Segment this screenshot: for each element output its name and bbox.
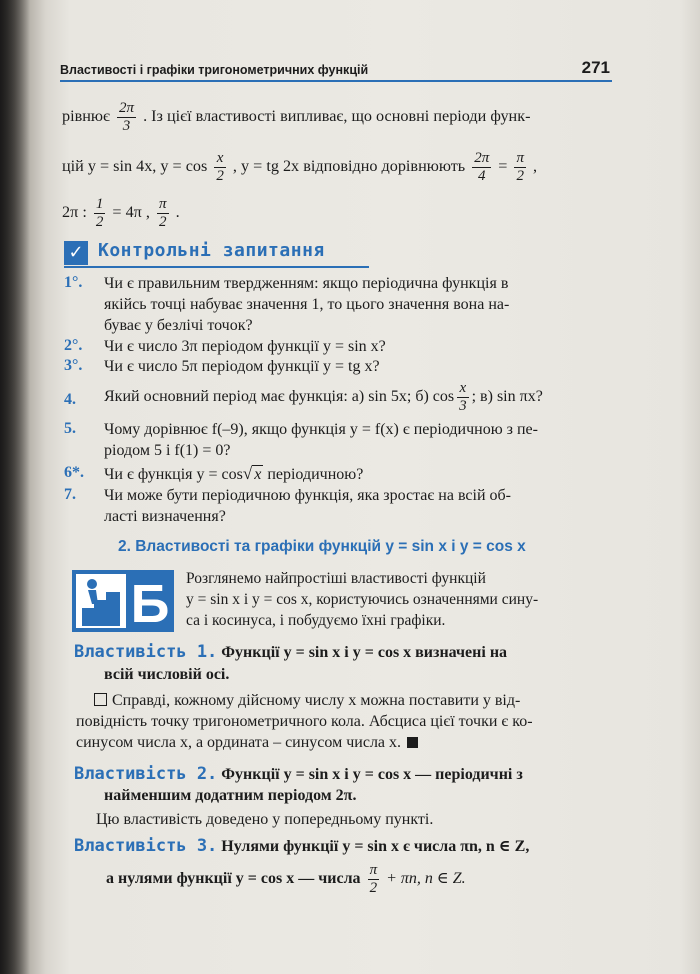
property-2-proof-line: Цю властивість доведено у попередньому пункті. bbox=[96, 811, 434, 828]
b-block-icon bbox=[72, 570, 174, 632]
denominator: 2 bbox=[95, 214, 104, 230]
question-number: 5. bbox=[64, 420, 76, 437]
property-1-line-2: всій числовій осі. bbox=[104, 666, 230, 683]
property-2-line-2: найменшим додатним періодом 2π. bbox=[104, 787, 357, 804]
fraction bbox=[457, 380, 469, 415]
numerator: 2π bbox=[119, 100, 135, 116]
property-3-line-1 bbox=[74, 836, 529, 857]
property-3-line-2 bbox=[106, 862, 466, 897]
intro-line-2 bbox=[62, 150, 537, 185]
intro-paragraph-line: Розглянемо найпростіші властивості функцій bbox=[186, 570, 486, 587]
fraction bbox=[157, 196, 169, 231]
numerator: 2π bbox=[474, 150, 490, 166]
text: = bbox=[498, 157, 508, 176]
text: = 4π , bbox=[112, 203, 150, 222]
numerator: x bbox=[459, 380, 467, 396]
question-text: Чи є число 5π періодом функції y = tg x? bbox=[104, 358, 380, 375]
denominator: 2 bbox=[157, 213, 169, 231]
text: , y = tg 2x відповідно дорівнюють bbox=[232, 157, 466, 176]
question-number: 2°. bbox=[64, 337, 83, 354]
sqrt-argument: x bbox=[254, 466, 262, 483]
question-text: якійсь точці набуває значення 1, то цього значення вона на- bbox=[104, 296, 510, 313]
page-header bbox=[60, 56, 612, 82]
question-text: Чи є число 3π періодом функції y = sin x? bbox=[104, 338, 386, 355]
denominator: 3 bbox=[459, 398, 467, 414]
denominator: 2 bbox=[216, 168, 224, 184]
book-gutter-shadow bbox=[0, 0, 30, 974]
question-number: 6*. bbox=[64, 464, 84, 481]
question-text: Чи є правильним твердженням: якщо періодична функція в bbox=[104, 275, 509, 292]
numerator: π bbox=[159, 196, 167, 212]
question-number: 7. bbox=[64, 486, 76, 503]
fraction bbox=[368, 862, 380, 897]
property-1-proof-line: повідність точку тригонометричного кола. Абсциса цієї точки є ко- bbox=[76, 713, 533, 730]
question-text: Чи може бути періодичною функція, яка зростає на всій об- bbox=[104, 487, 511, 504]
section-title: Контрольні запитання bbox=[98, 240, 325, 261]
property-1-proof-line bbox=[94, 690, 520, 711]
intro-paragraph-line: са і косинуса, і побудуємо їхні графіки. bbox=[186, 612, 446, 629]
numerator: x bbox=[216, 150, 224, 166]
text: 2π : bbox=[62, 203, 87, 222]
text: а нулями функції y = cos x — числа bbox=[106, 870, 361, 888]
intro-paragraph-line: y = sin x і y = cos x, користуючись означеннями сину- bbox=[186, 591, 539, 608]
property-statement: Функції y = sin x і y = cos x визначені на bbox=[221, 644, 508, 661]
denominator: 4 bbox=[472, 167, 491, 185]
question-text: Чому дорівнює f(–9), якщо функція y = f(x) є періодичною з пе- bbox=[104, 421, 538, 438]
question-text bbox=[104, 380, 543, 415]
text: рівнює bbox=[62, 107, 110, 126]
text: , bbox=[533, 157, 538, 176]
property-1-line-1 bbox=[74, 642, 507, 663]
question-text: ріодом 5 і f(1) = 0? bbox=[104, 442, 231, 459]
property-statement: Нулями функції y = sin x є числа πn, n ∈ Z, bbox=[221, 838, 530, 855]
denominator: 3 bbox=[117, 117, 136, 135]
property-2-line-1 bbox=[74, 764, 523, 785]
fraction bbox=[472, 150, 491, 185]
text: періодичною? bbox=[263, 466, 364, 483]
numerator: 1 bbox=[95, 196, 104, 212]
property-1-proof-line bbox=[76, 732, 418, 753]
property-label: Властивість 1. bbox=[74, 642, 218, 662]
question-text: ласті визначення? bbox=[104, 508, 226, 525]
b-letter: Б bbox=[130, 574, 170, 632]
proof-end-icon bbox=[407, 737, 418, 748]
question-number: 3°. bbox=[64, 357, 83, 374]
numerator: π bbox=[369, 862, 378, 878]
text: цій y = sin 4x, y = cos bbox=[62, 157, 208, 176]
proof-start-icon bbox=[94, 693, 107, 706]
fraction bbox=[214, 150, 226, 185]
control-questions-heading bbox=[64, 240, 369, 268]
denominator: 2 bbox=[514, 167, 526, 185]
text: Справді, кожному дійсному числу x можна поставити у від- bbox=[112, 692, 521, 709]
subsection-heading: 2. Властивості та графіки функцій y = sin x і y = cos x bbox=[118, 538, 526, 555]
text: . bbox=[175, 203, 180, 222]
text: Чи є функція y = cos bbox=[104, 466, 243, 483]
fraction bbox=[117, 100, 136, 135]
question-text bbox=[104, 463, 363, 485]
text: синусом числа x, а ордината – синусом числа x. bbox=[76, 734, 402, 751]
checkmark-icon: ✓ bbox=[64, 241, 88, 265]
intro-line-1 bbox=[62, 100, 530, 135]
question-number: 1°. bbox=[64, 274, 83, 291]
property-label: Властивість 3. bbox=[74, 836, 218, 856]
denominator: 2 bbox=[368, 879, 380, 897]
text: + πn, n ∈ Z. bbox=[386, 870, 466, 888]
text: ; в) sin πx? bbox=[471, 388, 543, 406]
question-text: буває у безлічі точок? bbox=[104, 317, 253, 334]
numerator: π bbox=[516, 150, 524, 166]
property-statement: Функції y = sin x і y = cos x — періодичні з bbox=[221, 766, 523, 783]
intro-line-3 bbox=[62, 196, 180, 231]
property-label: Властивість 2. bbox=[74, 764, 218, 784]
question-number: 4. bbox=[64, 391, 76, 408]
sqrt-icon: √ bbox=[242, 464, 253, 483]
running-head-title: Властивості і графіки тригонометричних функцій bbox=[60, 63, 369, 77]
text: Який основний період має функція: а) sin 5x; б) cos bbox=[104, 388, 455, 406]
fraction bbox=[514, 150, 526, 185]
page-number: 271 bbox=[581, 58, 610, 77]
fraction bbox=[94, 196, 106, 231]
text: . Із цієї властивості випливає, що основні періоди функ- bbox=[143, 107, 531, 126]
